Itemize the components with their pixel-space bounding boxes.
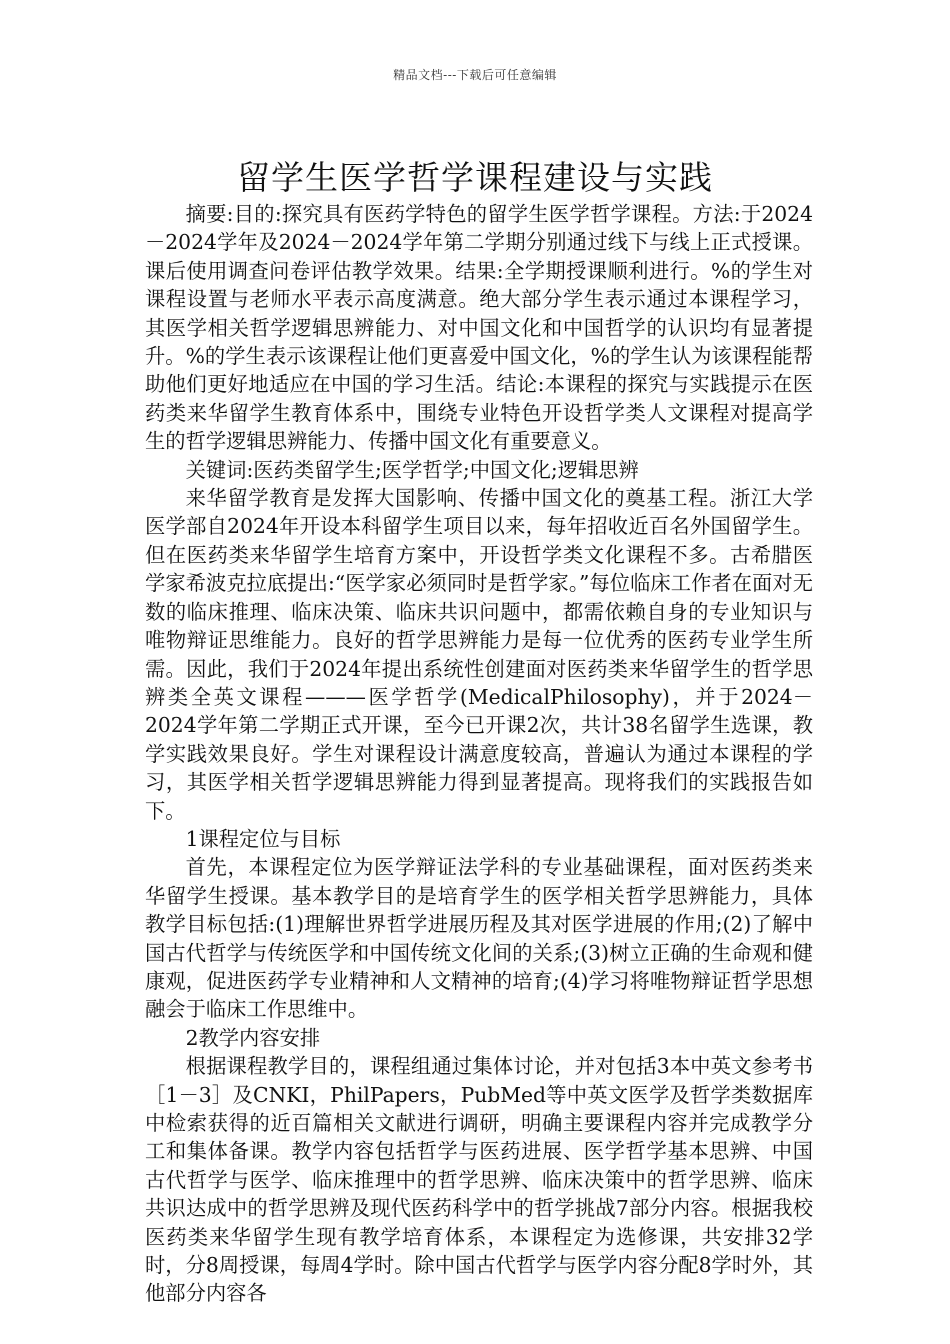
abstract-paragraph: 摘要:目的:探究具有医药学特色的留学生医学哲学课程。方法:于2024－2024学年及2024－2024学年第二学期分别通过线下与线上正式授课。课后使用调查问卷评估教学效果。结果:全学期授课顺利进行。%的学生对课程设置与老师水平表示高度满意。绝大部分学生表示通过本课程学习，其医学相关哲学逻辑思辨能力、对中国文化和中国哲学的认识均有显著提升。%的学生表示该课程让他们更喜爱中国文化，%的学生认为该课程能帮助他们更好地适应在中国的学习生活。结论:本课程的探究与实践提示在医药类来华留学生教育体系中，围绕专业特色开设哲学类人文课程对提高学生的哲学逻辑思辨能力、传播中国文化有重要意义。: [145, 202, 813, 454]
section-2-paragraph: 根据课程教学目的，课程组通过集体讨论，并对包括3本中英文参考书［1－3］及CNKI，PhilPapers，PubMed等中英文医学及哲学类数据库中检索获得的近百篇相关文献进行调研，明确主要课程内容并完成教学分工和集体备课。教学内容包括哲学与医药进展、医学哲学基本思辨、中国古代哲学与医学、临床推理中的哲学思辨、临床决策中的哲学思辨、临床共识达成中的哲学思辨及现代医药科学中的哲学挑战7部分内容。根据我校医药类来华留学生现有教学培育体系，本课程定为选修课，共安排32学时，分8周授课，每周4学时。除中国古代哲学与医学内容分配8学时外，其他部分内容各: [145, 1054, 813, 1306]
document-body: [145, 200, 813, 1308]
section-1-paragraph: 首先，本课程定位为医学辩证法学科的专业基础课程，面对医药类来华留学生授课。基本教学目的是培育学生的医学相关哲学思辨能力，具体教学目标包括:(1)理解世界哲学进展历程及其对医学进展的作用;(2)了解中国古代哲学与传统医学和中国传统文化间的关系;(3)树立正确的生命观和健康观，促进医药学专业精神和人文精神的培育;(4)学习将唯物辩证哲学思想融会于临床工作思维中。: [145, 855, 813, 1022]
section-heading-2: 2教学内容安排: [185, 1025, 321, 1050]
page-title: 留学生医学哲学课程建设与实践: [237, 158, 713, 198]
keywords-paragraph: 关键词:医药类留学生;医学哲学;中国文化;逻辑思辨: [185, 457, 639, 482]
section-heading-1: 1课程定位与目标: [185, 826, 341, 851]
intro-paragraph: 来华留学教育是发挥大国影响、传播中国文化的奠基工程。浙江大学医学部自2024年开设本科留学生项目以来，每年招收近百名外国留学生。但在医药类来华留学生培育方案中，开设哲学类文化课程不多。古希腊医学家希波克拉底提出:“医学家必须同时是哲学家。”每位临床工作者在面对无数的临床推理、临床决策、临床共识问题中，都需依赖自身的专业知识与唯物辩证思维能力。良好的哲学思辨能力是每一位优秀的医药专业学生所需。因此，我们于2024年提出系统性创建面对医药类来华留学生的哲学思辨类全英文课程———医学哲学(MedicalPhilosophy)，并于2024－2024学年第二学期正式开课，至今已开课2次，共计38名留学生选课，教学实践效果良好。学生对课程设计满意度较高，普遍认为通过本课程的学习，其医学相关哲学逻辑思辨能力得到显著提高。现将我们的实践报告如下。: [145, 486, 813, 823]
header-note: 精品文档---下载后可任意编辑: [393, 68, 557, 82]
